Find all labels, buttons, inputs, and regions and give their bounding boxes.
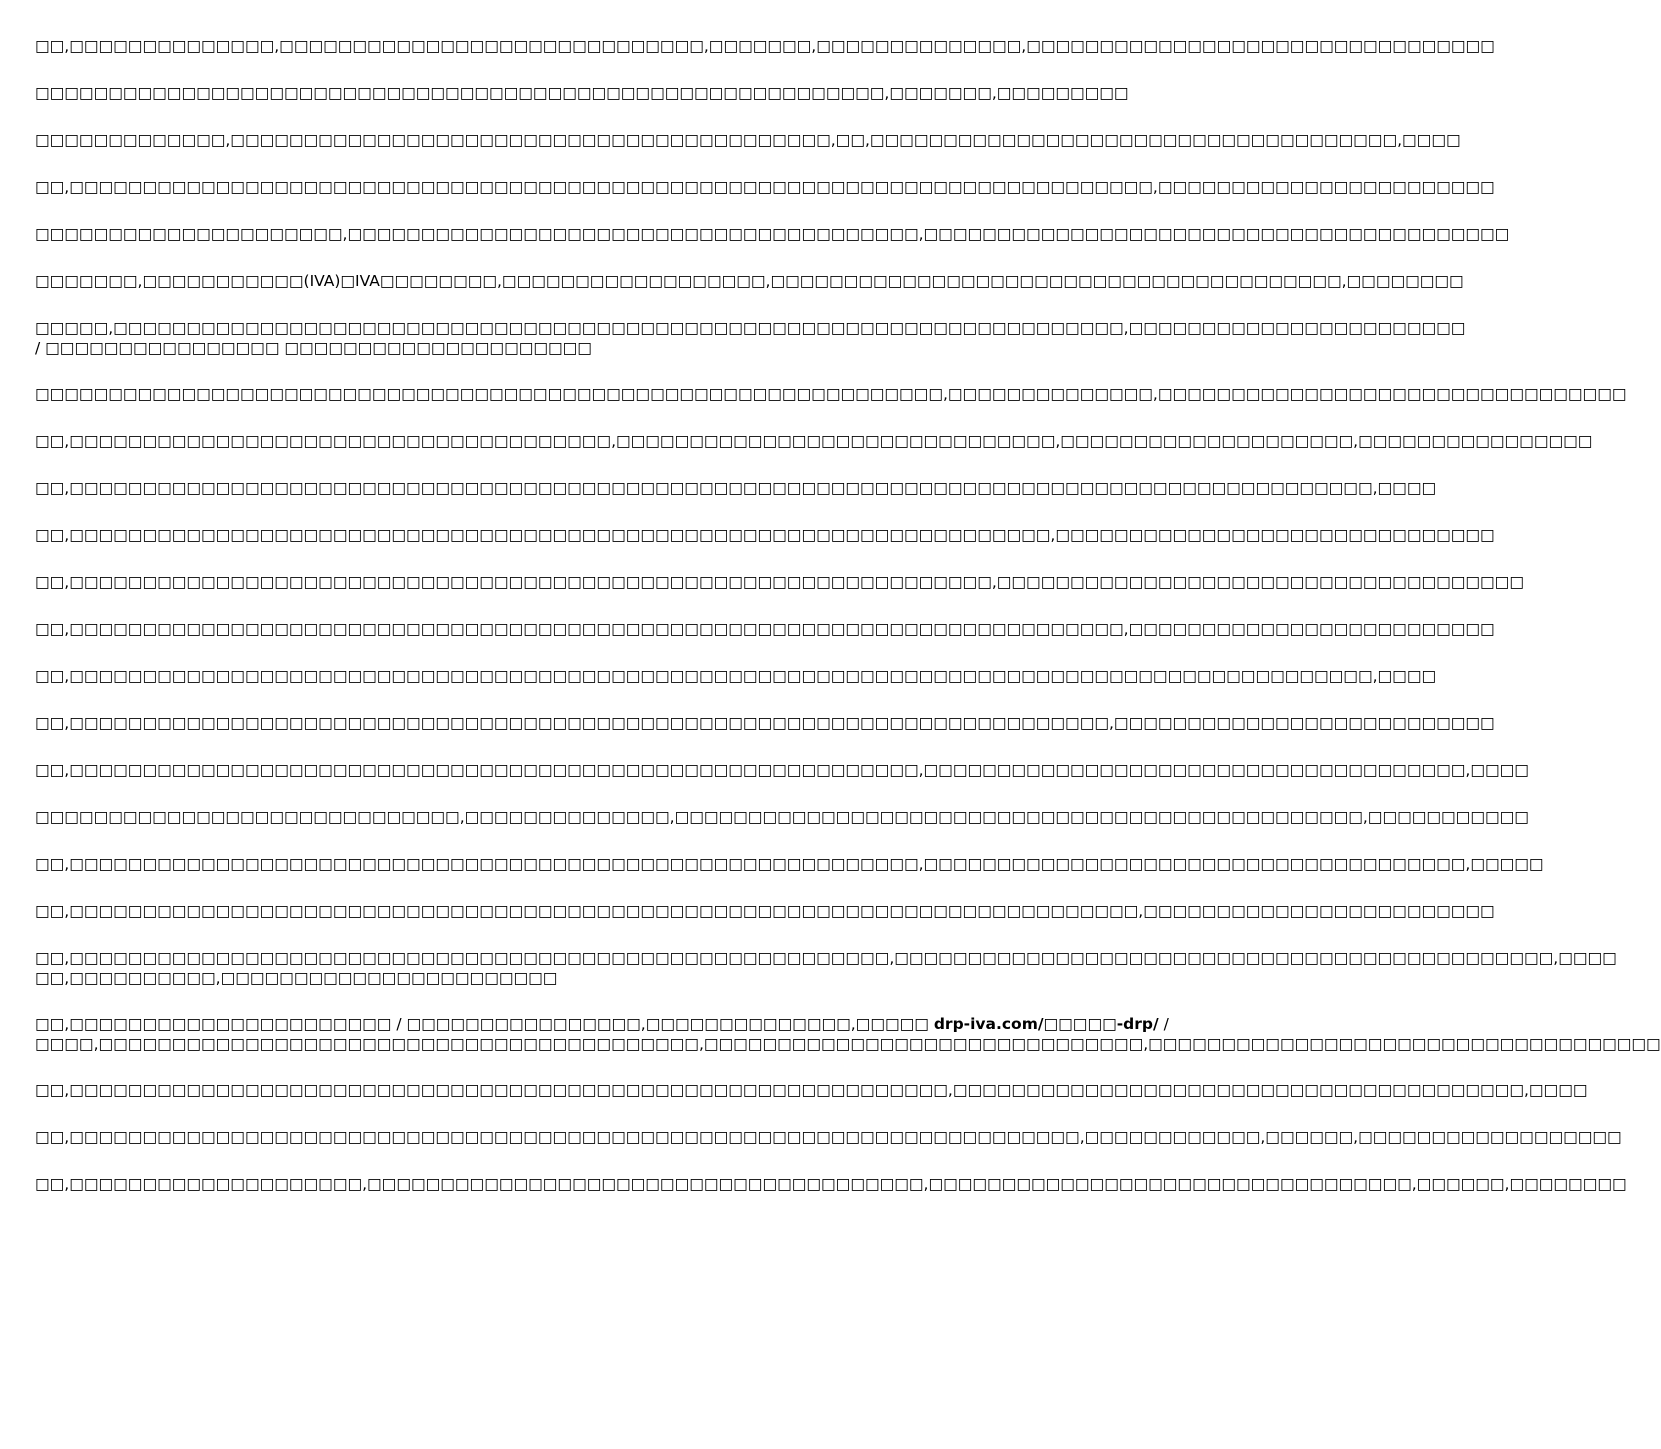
paragraph-line: □□,□□□□□□□□□□□□□□,□□□□□□□□□□□□□□□□□□□□□□□□□□□□□,□□□□□□□,□□□□□□□□□□□□□□,□□□□□□□□□□□□□□□□□□□□□□□□□□□□□□□□ (35, 37, 1495, 55)
paragraph (35, 36, 1495, 56)
paragraph (35, 948, 1617, 988)
paragraph-line: □□□□□□□□□□□□□□□□□□□□□□□□□□□□□□□□□□□□□□□□□□□□□□□□□□□□□□□□□□□□□□,□□□□□□□□□□□□□□,□□□□□□□□□□□□□□□□□□□□□□□□□□□□□□□□ (35, 385, 1627, 403)
paragraph (35, 1080, 1588, 1100)
paragraph-line: □□□□□□□□□□□□□□□□□□□□□,□□□□□□□□□□□□□□□□□□□□□□□□□□□□□□□□□□□□□□□,□□□□□□□□□□□□□□□□□□□□□□□□□□□□□□□□□□□□□□□□ (35, 225, 1510, 243)
paragraph-line: □□,□□□□□□□□□□□□□□□□□□□□□□□□□□□□□□□□□□□□□□□□□□□□□□□□□□□□□□□□□□□□□□□□□□□□□□□,□□□□□□□□□□□□□□□□□□□□□□□□□□ (35, 714, 1495, 732)
link-paragraph-prefix: □□,□□□□□□□□□□□□□□□□□□□□□□ / □□□□□□□□□□□□□□□□,□□□□□□□□□□□□□□,□□□□□ (35, 1015, 934, 1033)
paragraph (35, 713, 1495, 733)
paragraph-line: □□,□□□□□□□□□□,□□□□□□□□□□□□□□□□□□□□□□□ (35, 969, 558, 987)
paragraph-line: □□,□□□□□□□□□□□□□□□□□□□□□□□□□□□□□□□□□□□□□□□□□□□□□□□□□□□□□□□□□□,□□□□□□□□□□□□□□□□□□□□□□□□□□□□□□□□□□□□□,□□□□ (35, 761, 1529, 779)
paragraph-line: □□,□□□□□□□□□□□□□□□□□□□□□□□□□□□□□□□□□□□□□□□□□□□□□□□□□□□□□□□□□□□□□□□□□□□□□□□□□,□□□□□□□□□□□□□□□□□□□□□□□□ (35, 902, 1495, 920)
paragraph (35, 572, 1524, 592)
document-body (35, 36, 1627, 988)
paragraph (35, 807, 1529, 827)
paragraph (35, 271, 1464, 291)
paragraph (35, 478, 1437, 498)
paragraph (35, 1127, 1622, 1147)
drp-link[interactable]: drp-iva.com/□□□□□-drp/ (933, 1015, 1159, 1033)
paragraph-line: □□,□□□□□□□□□□□□□□□□□□□□□□□□□□□□□□□□□□□□□□□□□□□□□□□□□□□□□□□□□□□□□□□,□□□□□□□□□□□□□□□□□□□□□□□□□□□□□□□□□□□□ (35, 573, 1524, 591)
paragraph (35, 666, 1437, 686)
paragraph (35, 130, 1461, 150)
paragraph (35, 177, 1495, 197)
link-paragraph (35, 1014, 1661, 1054)
paragraph-line: □□,□□□□□□□□□□□□□□□□□□□□□□□□□□□□□□□□□□□□□□□□□□□□□□□□□□□□□□□□□□,□□□□□□□□□□□□□□□□□□□□□□□□□□□□□□□□□□□□□,□□□□□ (35, 855, 1544, 873)
paragraph (35, 318, 1466, 358)
paragraph (35, 431, 1593, 451)
paragraph-line: □□□□□□□,□□□□□□□□□□□(IVA)□IVA□□□□□□□□,□□□□□□□□□□□□□□□□□□,□□□□□□□□□□□□□□□□□□□□□□□□□□□□□□□□□□□□□□□,□□□□□□□□ (35, 272, 1464, 290)
paragraph-line: □□,□□□□□□□□□□□□□□□□□□□□□□□□□□□□□□□□□□□□□,□□□□□□□□□□□□□□□□□□□□□□□□□□□□□□,□□□□□□□□□□□□□□□□□□□□,□□□□□□□□□□□□□□□□ (35, 432, 1593, 450)
link-paragraph-suffix: / (1158, 1015, 1169, 1033)
paragraph-line: □□□□□,□□□□□□□□□□□□□□□□□□□□□□□□□□□□□□□□□□□□□□□□□□□□□□□□□□□□□□□□□□□□□□□□□□□□□,□□□□□□□□□□□□□□□□□□□□□□□ (35, 319, 1466, 337)
paragraph-line: □□,□□□□□□□□□□□□□□□□□□□□□□□□□□□□□□□□□□□□□□□□□□□□□□□□□□□□□□□□□□□□□□□□□□□,□□□□□□□□□□□□□□□□□□□□□□□□□□□□□□ (35, 526, 1495, 544)
paragraph (35, 525, 1495, 545)
paragraph-line: □□□□□□□□□□□□□□□□□□□□□□□□□□□□□□□□□□□□□□□□□□□□□□□□□□□□□□□□□□,□□□□□□□,□□□□□□□□□ (35, 84, 1129, 102)
paragraph (35, 83, 1129, 103)
paragraph-line: □□,□□□□□□□□□□□□□□□□□□□□□□□□□□□□□□□□□□□□□□□□□□□□□□□□□□□□□□□□□□□□□□□□□□□□□□□□,□□□□□□□□□□□□□□□□□□□□□□□□□ (35, 620, 1495, 638)
paragraph (35, 1174, 1627, 1194)
paragraph-line: □□,□□□□□□□□□□□□□□□□□□□□□□□□□□□□□□□□□□□□□□□□□□□□□□□□□□□□□□□□□□□□□□□□□□□□□□□□□□□□□□□□□□□□□□□□□,□□□□ (35, 667, 1437, 685)
paragraph (35, 384, 1627, 404)
paragraph (35, 224, 1510, 244)
paragraph-line: □□□□□□□□□□□□□,□□□□□□□□□□□□□□□□□□□□□□□□□□□□□□□□□□□□□□□□□,□□,□□□□□□□□□□□□□□□□□□□□□□□□□□□□□□□□□□□□,□□□□ (35, 131, 1461, 149)
document-tail (35, 1080, 1627, 1194)
link-paragraph-line-1 (35, 1014, 1169, 1034)
paragraph (35, 619, 1495, 639)
paragraph (35, 854, 1544, 874)
paragraph-line: □□,□□□□□□□□□□□□□□□□□□□□,□□□□□□□□□□□□□□□□□□□□□□□□□□□□□□□□□□□□□□,□□□□□□□□□□□□□□□□□□□□□□□□□□□□□□□□□,□□□□□□,□□□□□□□□ (35, 1175, 1627, 1193)
paragraph-line: □□,□□□□□□□□□□□□□□□□□□□□□□□□□□□□□□□□□□□□□□□□□□□□□□□□□□□□□□□□□□□□□□□□□□□□□,□□□□□□□□□□□□,□□□□□□,□□□□□□□□□□□□□□□□□□ (35, 1128, 1622, 1146)
paragraph (35, 760, 1529, 780)
paragraph-line: / □□□□□□□□□□□□□□□□ □□□□□□□□□□□□□□□□□□□□□ (35, 339, 592, 357)
link-paragraph-line-2: □□□□,□□□□□□□□□□□□□□□□□□□□□□□□□□□□□□□□□□□□□□□□□,□□□□□□□□□□□□□□□□□□□□□□□□□□□□□□,□□□□□□□□□□□□□□□□□□□□□□□□□□□□□□□□□□□ (35, 1035, 1661, 1053)
paragraph-line: □□,□□□□□□□□□□□□□□□□□□□□□□□□□□□□□□□□□□□□□□□□□□□□□□□□□□□□□□□□,□□□□□□□□□□□□□□□□□□□□□□□□□□□□□□□□□□□□□□□□□□□□□,□□□□ (35, 949, 1617, 967)
paragraph-line: □□□□□□□□□□□□□□□□□□□□□□□□□□□□□,□□□□□□□□□□□□□□,□□□□□□□□□□□□□□□□□□□□□□□□□□□□□□□□□□□□□□□□□□□□□□□,□□□□□□□□□□□ (35, 808, 1529, 826)
paragraph-line: □□,□□□□□□□□□□□□□□□□□□□□□□□□□□□□□□□□□□□□□□□□□□□□□□□□□□□□□□□□□□□□,□□□□□□□□□□□□□□□□□□□□□□□□□□□□□□□□□□□□□□□,□□□□ (35, 1081, 1588, 1099)
paragraph-line: □□,□□□□□□□□□□□□□□□□□□□□□□□□□□□□□□□□□□□□□□□□□□□□□□□□□□□□□□□□□□□□□□□□□□□□□□□□□□,□□□□□□□□□□□□□□□□□□□□□□□ (35, 178, 1495, 196)
paragraph-line: □□,□□□□□□□□□□□□□□□□□□□□□□□□□□□□□□□□□□□□□□□□□□□□□□□□□□□□□□□□□□□□□□□□□□□□□□□□□□□□□□□□□□□□□□□□□,□□□□ (35, 479, 1437, 497)
paragraph (35, 901, 1495, 921)
